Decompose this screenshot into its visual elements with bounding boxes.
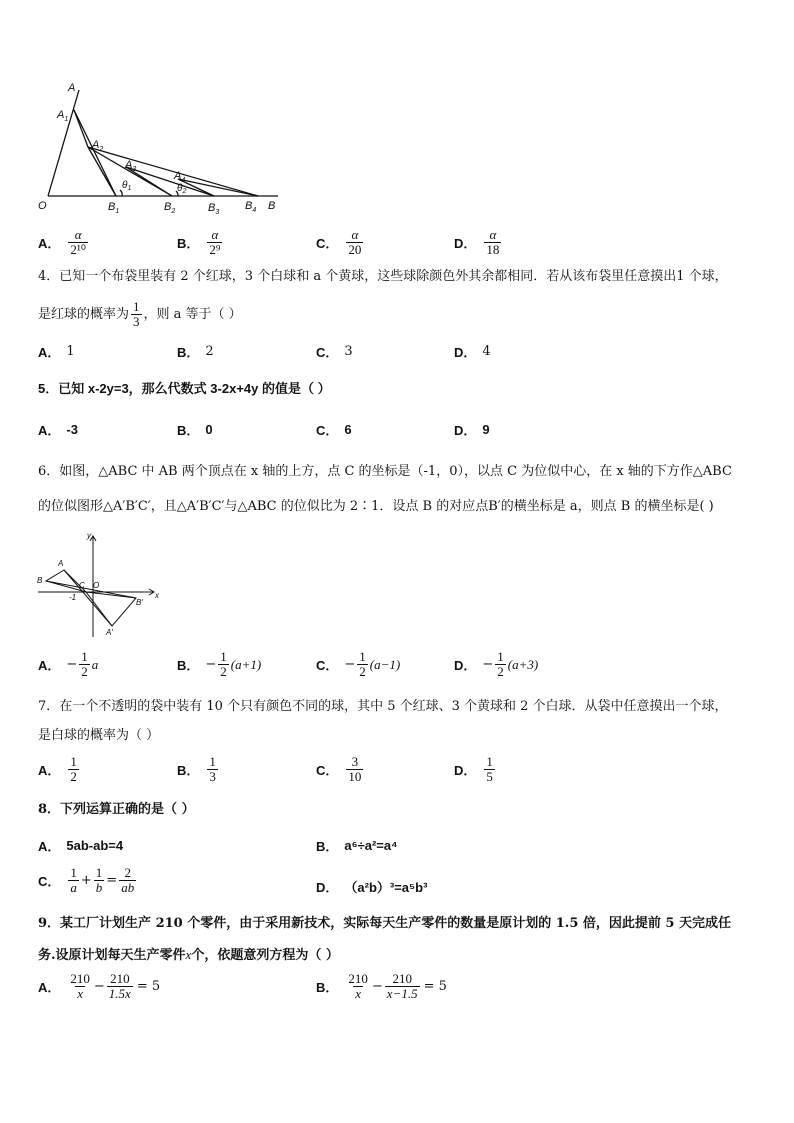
svg-text:B: B <box>268 200 276 212</box>
q3-option-a[interactable]: A． $\frac{\alpha}{\text{2¹⁰}}$ <box>38 227 86 257</box>
q7-option-a[interactable]: A． $\frac{1}{2}$ <box>38 754 77 784</box>
coordinate-figure <box>36 532 166 640</box>
q4-option-d[interactable]: D． 4 <box>454 344 491 360</box>
q8-option-c[interactable]: C． $\frac{1}{a}$ + $\frac{1}{b}$ = $\frac{2}{ab}$ <box>38 865 135 895</box>
q8-option-d[interactable]: D． （a²b）³=a⁵b³ <box>316 880 428 895</box>
q6-stem-line2: 的位似图形△A′B′C′，且△A′B′C′与△ABC 的位似比为 2∶1．设点 B 的对应点B′的横坐标是 a，则点 B 的横坐标是( ) <box>38 499 714 514</box>
svg-text:B2: $B_2$ <box>164 201 176 214</box>
q6-option-b[interactable]: B． − $\frac{1}{2}$ (a+1) <box>177 649 262 679</box>
q9-option-a[interactable]: A． $\frac{210}{x}$ − $\frac{210}{1.5x}$ = 5 <box>38 971 161 1001</box>
q9-option-b[interactable]: B． $\frac{210}{x}$ − $\frac{210}{x-1.5}$ = 5 <box>316 971 447 1001</box>
q4-stem-line1: 4．已知一个布袋里装有 2 个红球，3 个白球和 a 个黄球，这些球除颜色外其余都相同．若从该布袋里任意摸出1 个球， <box>38 269 728 284</box>
q8-option-b[interactable]: B． a⁶÷a²=a⁴ <box>316 838 398 854</box>
svg-text:A: A <box>68 82 76 94</box>
svg-text:B3: $B_3$ <box>208 202 220 214</box>
svg-text:A′: A′ <box>106 628 113 637</box>
svg-text:A2: $A_2$ <box>92 139 104 153</box>
q8-option-a[interactable]: A． 5ab-ab=4 <box>38 838 124 854</box>
q6-option-c[interactable]: C． − $\frac{1}{2}$ (a−1) <box>316 649 401 679</box>
q5-option-a[interactable]: A． -3 <box>38 422 78 438</box>
ray-OA <box>48 90 79 196</box>
q7-stem-line2: 是白球的概率为（ ） <box>38 728 160 743</box>
svg-text:B1: $B_1$ <box>108 201 120 214</box>
q9-stem-line2: 务.设原计划每天生产零件x个，依题意列方程为（ ） <box>38 947 339 963</box>
svg-text:B: B <box>37 576 43 585</box>
svg-text:A: A <box>58 559 64 568</box>
q5-option-c[interactable]: C． 6 <box>316 422 352 438</box>
svg-text:A1: $A_1$ <box>57 109 69 123</box>
q8-stem: 8．下列运算正确的是（ ） <box>38 802 195 817</box>
q4-stem-line2: 是红球的概率为 $\frac{1}{3}$ ，则 a 等于（ ） <box>38 299 242 329</box>
svg-text:C: C <box>79 581 85 590</box>
q3-option-c[interactable]: C． $\frac{\alpha}{20}$ <box>316 227 362 257</box>
q5-option-b[interactable]: B． 0 <box>177 422 213 438</box>
q4-option-a[interactable]: A． 1 <box>38 344 75 360</box>
q7-stem-line1: 7．在一个不透明的袋中装有 10 个只有颜色不同的球，其中 5 个红球、3 个黄球和 2 个白球．从袋中任意摸出一个球， <box>38 699 728 714</box>
svg-text:y: y <box>87 532 91 540</box>
q7-option-b[interactable]: B． $\frac{1}{3}$ <box>177 754 216 784</box>
q6-option-a[interactable]: A． − $\frac{1}{2}$ a <box>38 649 99 679</box>
q7-option-d[interactable]: D． $\frac{1}{5}$ <box>454 754 493 784</box>
q6-option-d[interactable]: D． − $\frac{1}{2}$ (a+3) <box>454 649 539 679</box>
svg-text:θ1: $\theta_1$ <box>122 180 132 192</box>
q3-option-d[interactable]: D． $\frac{\alpha}{18}$ <box>454 227 500 257</box>
svg-text:A4: $A_4$ <box>174 170 186 184</box>
svg-text:B′: B′ <box>136 598 143 607</box>
svg-text:B4: $B_4$ <box>245 200 257 214</box>
q5-stem: 5．已知 x-2y=3，那么代数式 3-2x+4y 的值是（ ） <box>38 381 331 396</box>
svg-text:O: O <box>38 200 47 212</box>
q7-option-c[interactable]: C． $\frac{3}{10}$ <box>316 754 362 784</box>
q4-option-b[interactable]: B． 2 <box>177 344 214 360</box>
triangle-figure <box>38 82 288 214</box>
svg-text:x: x <box>155 591 159 600</box>
q9-stem-line1: 9．某工厂计划生产 210 个零件，由于采用新技术，实际每天生产零件的数量是原计划的 1.5 倍，因此提前 5 天完成任 <box>38 916 731 931</box>
svg-text:O: O <box>93 581 100 590</box>
q3-option-b[interactable]: B． $\frac{\alpha}{\text{2⁹}}$ <box>177 227 221 257</box>
svg-text:θ2: $\theta_2$ <box>177 183 187 195</box>
q5-option-d[interactable]: D． 9 <box>454 422 490 438</box>
q4-option-c[interactable]: C． 3 <box>316 344 353 360</box>
svg-text:-1: -1 <box>69 593 77 602</box>
q6-stem-line1: 6．如图，△ABC 中 AB 两个顶点在 x 轴的上方，点 C 的坐标是（-1，0），以点 C 为位似中心，在 x 轴的下方作△ABC <box>38 464 732 479</box>
svg-text:A3: $A_3$ <box>125 159 137 173</box>
